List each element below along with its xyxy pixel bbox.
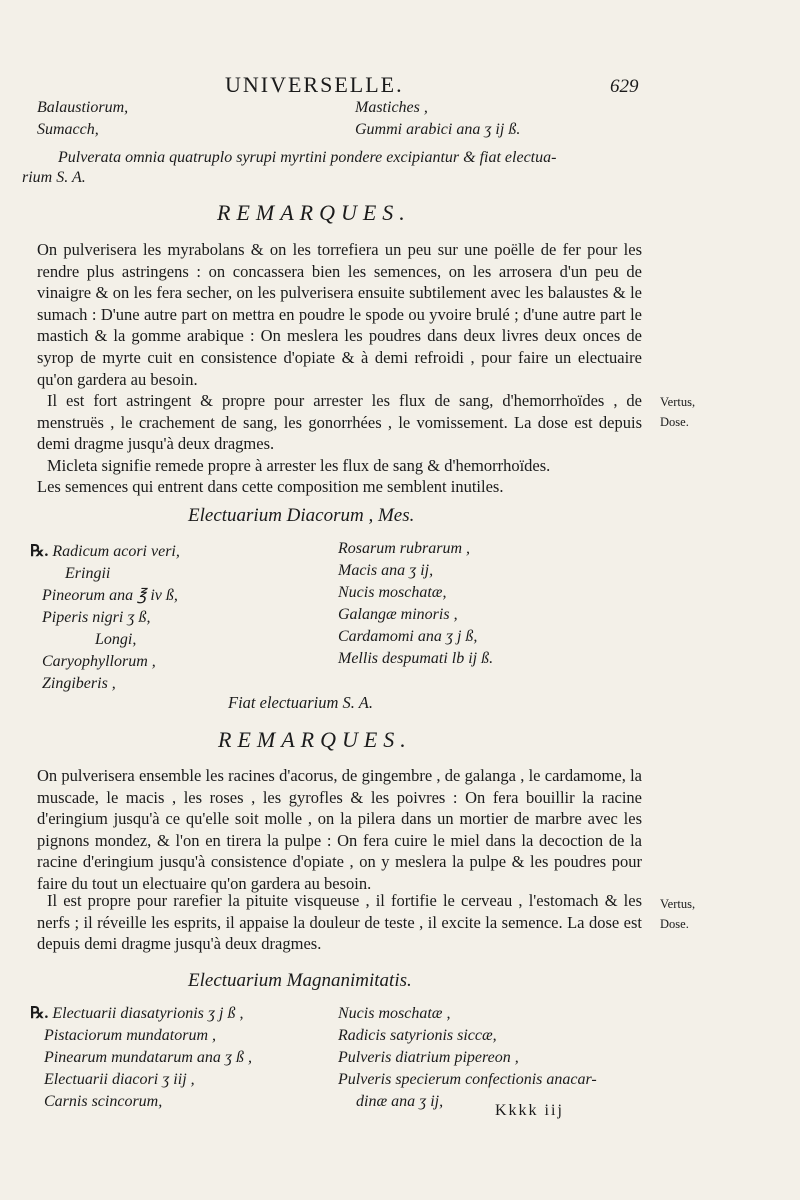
paragraph: Les semences qui entrent dans cette composition me semblent inutiles. [37,477,504,496]
ingredient: dinæ ana ʒ ij, [356,1093,444,1110]
section-heading: REMARQUES. [217,200,411,225]
ingredient: Rosarum rubrarum , [338,540,471,557]
recipe-instruction: Fiat electuarium S. A. [228,693,373,712]
paragraph: On pulverisera ensemble les racines d'acorus, de gingembre , de galanga , le cardamome, la muscade, le macis , les roses , les gyrofles & les poivres : On fera bouillir la racine d'eringium jusqu'à ce qu'elle soit molle , on la pilera dans un mortier de marbre avec les pignons mondez, & l'on en tirera la pulpe : On fera cuire le miel dans la decoction de la racine d'eringium jusqu'à consistence d'opiate , on y meslera la pulpe & les poudres pour faire du tout un electuaire qu'on gardera au besoin. [37,766,642,893]
ingredient: Pineorum ana ℥ iv ß, [42,587,178,604]
ingredient: Caryophyllorum , [42,653,156,670]
recipe-right-column [338,538,493,670]
paragraph: Il est fort astringent & propre pour arrester les flux de sang, d'hemorrhoïdes , de menstruës , le crachement de sang, les gonorrhées , le vomissement. La dose est depuis demi dragme jusqu'à deux dragmes. [37,391,642,454]
ingredient: Pistaciorum mundatorum , [44,1027,216,1044]
margin-note [660,894,695,934]
ingredient: Eringii [65,565,111,582]
recipe-right-column [355,97,520,141]
paragraph: On pulverisera les myrabolans & on les torrefiera un peu sur une poëlle de fer pour les rendre plus astringens : on concassera bien les semences, on les arrosera d'un peu de vinaigre & on les fera secher, on les pulverisera ensuite subtilement avec les balaustes & le sumach : D'une autre part on mettra en poudre le spode ou yvoire brulé ; d'une autre part le mastich & la gomme arabique : On meslera les poudres dans deux livres deux onces de syrop de myrte cuit en consistence d'opiate & à demi refroidi , pour faire un electuaire qu'on gardera au besoin. [37,240,642,389]
paragraph: Il est propre pour rarefier la pituite visqueuse , il fortifie le cerveau , l'estomach & les nerfs ; il réveille les esprits, il appaise la douleur de teste , il excite la semence. La dose est depuis demi dragme jusqu'à deux dragmes. [37,891,642,954]
recipe-symbol: ℞. [30,1005,49,1022]
ingredient: ℞. Electuarii diasatyrionis ʒ j ß , [30,1005,244,1022]
ingredient: Sumacch, [37,121,99,138]
ingredient: Mastiches , [355,99,428,116]
recipe-left-column [30,541,180,695]
ingredient: Piperis nigri ʒ ß, [42,609,151,626]
electuary-title: Electuarium Diacorum , Mes. [188,505,415,526]
page-number: 629 [610,76,639,97]
recipe-right-column [338,1003,597,1113]
paragraph: Micleta signifie remede propre à arrester les flux de sang & d'hemorrhoïdes. [47,456,551,475]
running-head: UNIVERSELLE. [225,72,404,97]
ingredient: Nucis moschatæ , [338,1005,451,1022]
ingredient: Pulveris diatrium pipereon , [338,1049,519,1066]
recipe-symbol: ℞. [30,543,49,560]
ingredient: Cardamomi ana ʒ j ß, [338,628,478,645]
margin-note-virtues: Vertus, [660,897,696,911]
ingredient: Nucis moschatæ, [338,584,447,601]
ingredient: Longi, [95,631,137,648]
ingredient: ℞. Radicum acori veri, [30,543,180,560]
margin-note-dose: Dose. [660,917,689,931]
recipe-instruction-line: Pulverata omnia quatruplo syrupi myrtini pondere excipiantur & fiat electua- [58,149,557,166]
ingredient: Pulveris specierum confectionis anacar- [338,1071,597,1088]
ingredient: Zingiberis , [42,675,116,692]
ingredient: Radicis satyrionis siccæ, [338,1027,497,1044]
electuary-title: Electuarium Magnanimitatis. [188,970,412,991]
ingredient: Electuarii diacori ʒ iij , [44,1071,195,1088]
margin-note [660,392,695,432]
recipe-left-column [30,1003,252,1113]
recipe-instruction-line: rium S. A. [22,169,86,186]
recipe-left-column [37,97,128,141]
ingredient: Pinearum mundatarum ana ʒ ß , [44,1049,252,1066]
ingredient: Balaustiorum, [37,99,129,116]
ingredient: Mellis despumati lb ij ß. [338,650,494,667]
ingredient: Gummi arabici ana ʒ ij ß. [355,121,521,138]
margin-note-virtues: Vertus, [660,395,696,409]
ingredient: Macis ana ʒ ij, [338,562,434,579]
margin-note-dose: Dose. [660,415,689,429]
ingredient: Carnis scincorum, [44,1093,163,1110]
ingredient: Galangæ minoris , [338,606,458,623]
section-heading: REMARQUES. [218,727,412,752]
signature-mark: Kkkk iij [495,1102,564,1119]
